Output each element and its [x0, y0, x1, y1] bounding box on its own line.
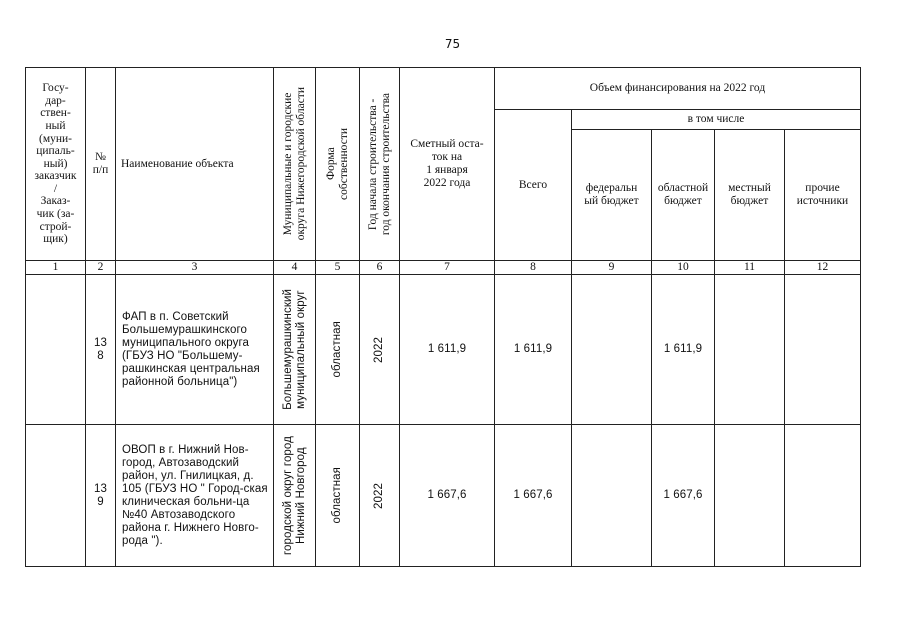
- column-number: 12: [785, 261, 861, 275]
- row-ownership: областная: [331, 467, 343, 524]
- column-numbers-row: [26, 261, 861, 275]
- column-number: 5: [316, 261, 360, 275]
- header-total: Всего: [495, 110, 572, 261]
- row-local: [715, 275, 785, 425]
- row-district: Большемурашкинский муниципальный округ: [281, 289, 307, 410]
- row-district: городской округ город Нижний Новгород: [281, 435, 307, 556]
- column-number: 4: [274, 261, 316, 275]
- column-number: 6: [360, 261, 400, 275]
- header-funding: Объем финансирования на 2022 год: [495, 68, 861, 110]
- row-object-name: ФАП в п. Советский Большемурашкинского муниципального округа (ГБУЗ НО "Большему-рашкинская центральная районной больница"): [116, 275, 274, 425]
- column-number: 10: [652, 261, 715, 275]
- row-regional: 1 611,9: [652, 275, 715, 425]
- row-total: 1 667,6: [495, 425, 572, 567]
- header-years: Год начала строительства - год окончания строительства: [366, 92, 392, 236]
- column-number: 2: [86, 261, 116, 275]
- row-other: [785, 425, 861, 567]
- row-federal: [572, 275, 652, 425]
- column-number: 3: [116, 261, 274, 275]
- header-regional: областной бюджет: [652, 130, 715, 261]
- row-customer: [26, 425, 86, 567]
- table-row: [26, 425, 861, 567]
- column-number: 9: [572, 261, 652, 275]
- row-num: 13 8: [86, 275, 116, 425]
- header-district: Муниципальные и городские округа Нижегородской области: [281, 87, 307, 241]
- row-other: [785, 275, 861, 425]
- row-object-name: ОВОП в г. Нижний Нов-город, Автозаводский район, ул. Гнилицкая, д. 105 (ГБУЗ НО " Город-ская клиническая больни-ца №40 Автозаводского района г. Нижнего Новго-рода ").: [116, 425, 274, 567]
- row-num: 13 9: [86, 425, 116, 567]
- column-number: 8: [495, 261, 572, 275]
- row-total: 1 611,9: [495, 275, 572, 425]
- header-local: местный бюджет: [715, 130, 785, 261]
- header-balance: Сметный оста- ток на 1 января 2022 года: [400, 68, 495, 261]
- page-number: 75: [444, 37, 461, 51]
- header-other: прочие источники: [785, 130, 861, 261]
- row-federal: [572, 425, 652, 567]
- header-federal: федеральн ый бюджет: [572, 130, 652, 261]
- column-number: 1: [26, 261, 86, 275]
- row-balance: 1 611,9: [400, 275, 495, 425]
- header-num: № п/п: [86, 68, 116, 261]
- column-number: 7: [400, 261, 495, 275]
- row-years: 2022: [373, 482, 385, 509]
- row-balance: 1 667,6: [400, 425, 495, 567]
- financing-table: [25, 67, 861, 567]
- header-ownership: Форма собственности: [324, 128, 350, 200]
- row-ownership: областная: [331, 321, 343, 378]
- header-object-name: Наименование объекта: [116, 68, 274, 261]
- header-including: в том числе: [572, 110, 861, 130]
- row-customer: [26, 275, 86, 425]
- table-row: [26, 275, 861, 425]
- row-regional: 1 667,6: [652, 425, 715, 567]
- header-customer: Госу- дар- ствен- ный (муни- ципаль- ный) заказчик / Заказ- чик (за- строй- щик): [26, 68, 86, 261]
- column-number: 11: [715, 261, 785, 275]
- row-local: [715, 425, 785, 567]
- row-years: 2022: [373, 336, 385, 363]
